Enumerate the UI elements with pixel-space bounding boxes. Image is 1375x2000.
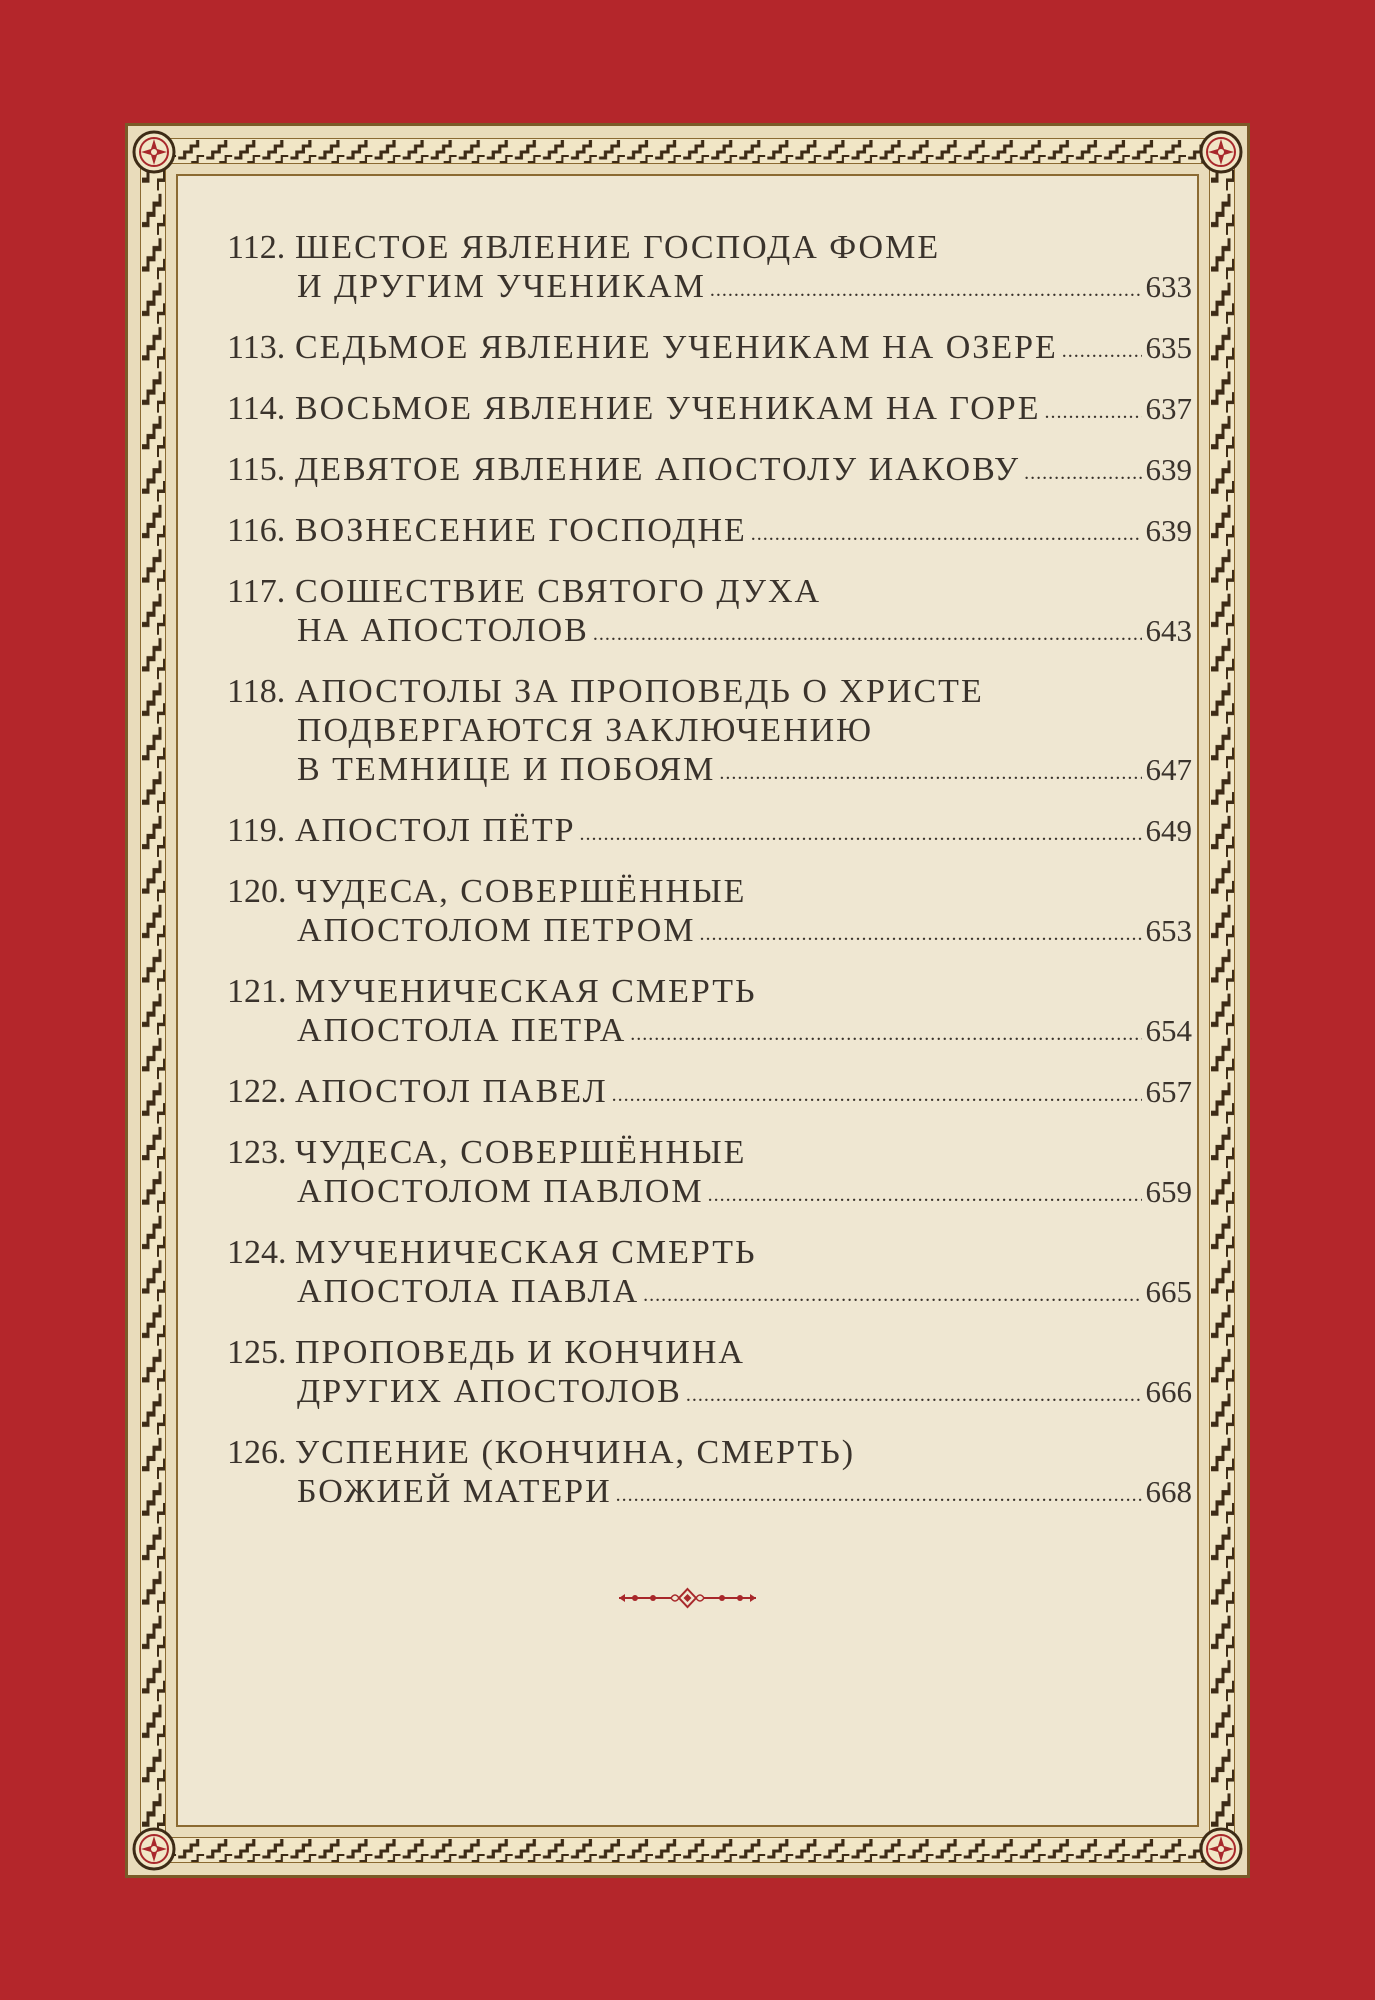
toc-entry-number: 113. <box>227 329 286 366</box>
toc-page-number: 649 <box>1145 813 1192 848</box>
toc-entry-number: 120. <box>227 873 287 910</box>
toc-entry-title: ПОДВЕРГАЮТСЯ ЗАКЛЮЧЕНИЮ <box>297 712 874 749</box>
toc-entry-number: 112. <box>227 229 286 266</box>
dot-leader <box>699 915 1141 954</box>
toc-entry-title: АПОСТОЛ ПЁТР <box>295 812 576 849</box>
border-pattern-left <box>140 146 166 1855</box>
dot-leader <box>616 1476 1142 1515</box>
cross-medallion-icon <box>130 128 178 176</box>
dot-leader <box>612 1076 1142 1115</box>
toc-entry-title: АПОСТОЛА ПЕТРА <box>297 1012 627 1049</box>
toc-entry-title: НА АПОСТОЛОВ <box>297 612 589 649</box>
dot-leader <box>1044 393 1141 432</box>
toc-entry-title: ЧУДЕСА, СОВЕРШЁННЫЕ <box>295 873 747 910</box>
toc-page-number: 637 <box>1145 391 1192 426</box>
toc-entry[interactable] <box>227 572 1192 655</box>
toc-entry-title: АПОСТОЛ ПАВЕЛ <box>295 1073 608 1110</box>
toc-page-number: 635 <box>1145 330 1192 365</box>
toc-entry[interactable] <box>227 1333 1192 1416</box>
dot-leader <box>710 271 1142 310</box>
dot-leader <box>593 615 1142 654</box>
toc-entry-title: ЧУДЕСА, СОВЕРШЁННЫЕ <box>295 1134 747 1171</box>
toc-page-number: 653 <box>1145 913 1192 948</box>
toc-entry[interactable] <box>227 1233 1192 1316</box>
toc-entry-title: СЕДЬМОЕ ЯВЛЕНИЕ УЧЕНИКАМ НА ОЗЕРЕ <box>295 329 1058 366</box>
toc-entry[interactable] <box>227 811 1192 855</box>
toc-page-number: 665 <box>1145 1274 1192 1309</box>
toc-entry-title: СОШЕСТВИЕ СВЯТОГО ДУХА <box>295 573 822 610</box>
fleuron-divider-icon <box>615 1586 760 1610</box>
toc-entry-number: 115. <box>227 451 286 488</box>
toc-entry-title: АПОСТОЛА ПАВЛА <box>297 1273 640 1310</box>
dot-leader <box>686 1376 1142 1415</box>
dot-leader <box>708 1176 1142 1215</box>
toc-entry[interactable] <box>227 872 1192 955</box>
toc-page-number: 647 <box>1145 752 1192 787</box>
toc-entry-title: БОЖИЕЙ МАТЕРИ <box>297 1473 612 1510</box>
toc-page-number: 654 <box>1145 1013 1192 1048</box>
toc-entry-number: 116. <box>227 512 286 549</box>
border-pattern-right <box>1209 146 1235 1855</box>
dot-leader <box>580 815 1142 854</box>
toc-entry[interactable] <box>227 1072 1192 1116</box>
toc-entry-number: 126. <box>227 1434 287 1471</box>
toc-entry-title: В ТЕМНИЦЕ И ПОБОЯМ <box>297 751 716 788</box>
toc-page-number: 668 <box>1145 1474 1192 1509</box>
toc-entry-title: АПОСТОЛЫ ЗА ПРОПОВЕДЬ О ХРИСТЕ <box>295 673 984 710</box>
border-pattern-top <box>148 138 1227 164</box>
toc-entry-number: 119. <box>227 812 286 849</box>
toc-entry-number: 124. <box>227 1234 287 1271</box>
toc-entry-number: 123. <box>227 1134 287 1171</box>
dot-leader <box>751 515 1142 554</box>
cross-medallion-icon <box>130 1825 178 1873</box>
toc-entry-title: ВОСЬМОЕ ЯВЛЕНИЕ УЧЕНИКАМ НА ГОРЕ <box>295 390 1041 427</box>
dot-leader <box>630 1015 1141 1054</box>
toc-page-number: 643 <box>1145 613 1192 648</box>
toc-entry-title: АПОСТОЛОМ ПЕТРОМ <box>297 912 696 949</box>
dot-leader <box>719 754 1141 793</box>
toc-page-number: 666 <box>1145 1374 1192 1409</box>
toc-entry-number: 125. <box>227 1334 287 1371</box>
toc-entry[interactable] <box>227 1133 1192 1216</box>
toc-page-number: 657 <box>1145 1074 1192 1109</box>
border-pattern-bottom <box>148 1837 1227 1863</box>
toc-entry-number: 122. <box>227 1073 287 1110</box>
toc-entry-title: ДЕВЯТОЕ ЯВЛЕНИЕ АПОСТОЛУ ИАКОВУ <box>295 451 1021 488</box>
toc-page-number: 639 <box>1145 452 1192 487</box>
dot-leader <box>1062 332 1142 371</box>
toc-entry-number: 121. <box>227 973 287 1010</box>
dot-leader <box>643 1276 1141 1315</box>
toc-entry-title: УСПЕНИЕ (КОНЧИНА, СМЕРТЬ) <box>295 1434 856 1471</box>
table-of-contents <box>227 228 1192 1533</box>
toc-entry[interactable] <box>227 328 1192 372</box>
toc-entry[interactable] <box>227 389 1192 433</box>
toc-entry[interactable] <box>227 511 1192 555</box>
toc-entry-title: МУЧЕНИЧЕСКАЯ СМЕРТЬ <box>295 1234 757 1271</box>
toc-page-number: 633 <box>1145 269 1192 304</box>
cross-medallion-icon <box>1197 1825 1245 1873</box>
toc-page-number: 639 <box>1145 513 1192 548</box>
dot-leader <box>1024 454 1141 493</box>
toc-entry-number: 114. <box>227 390 286 427</box>
toc-entry-title: ДРУГИХ АПОСТОЛОВ <box>297 1373 682 1410</box>
toc-entry-title: ШЕСТОЕ ЯВЛЕНИЕ ГОСПОДА ФОМЕ <box>295 229 941 266</box>
toc-entry[interactable] <box>227 672 1192 794</box>
toc-entry-number: 117. <box>227 573 286 610</box>
toc-entry-title: ВОЗНЕСЕНИЕ ГОСПОДНЕ <box>295 512 747 549</box>
toc-entry-title: МУЧЕНИЧЕСКАЯ СМЕРТЬ <box>295 973 757 1010</box>
toc-entry-number: 118. <box>227 673 286 710</box>
toc-entry-title: ПРОПОВЕДЬ И КОНЧИНА <box>295 1334 745 1371</box>
toc-entry[interactable] <box>227 450 1192 494</box>
toc-entry-title: И ДРУГИМ УЧЕНИКАМ <box>297 268 706 305</box>
cross-medallion-icon <box>1197 128 1245 176</box>
toc-entry[interactable] <box>227 972 1192 1055</box>
toc-entry[interactable] <box>227 1433 1192 1516</box>
toc-entry[interactable] <box>227 228 1192 311</box>
toc-entry-title: АПОСТОЛОМ ПАВЛОМ <box>297 1173 704 1210</box>
toc-page-number: 659 <box>1145 1174 1192 1209</box>
